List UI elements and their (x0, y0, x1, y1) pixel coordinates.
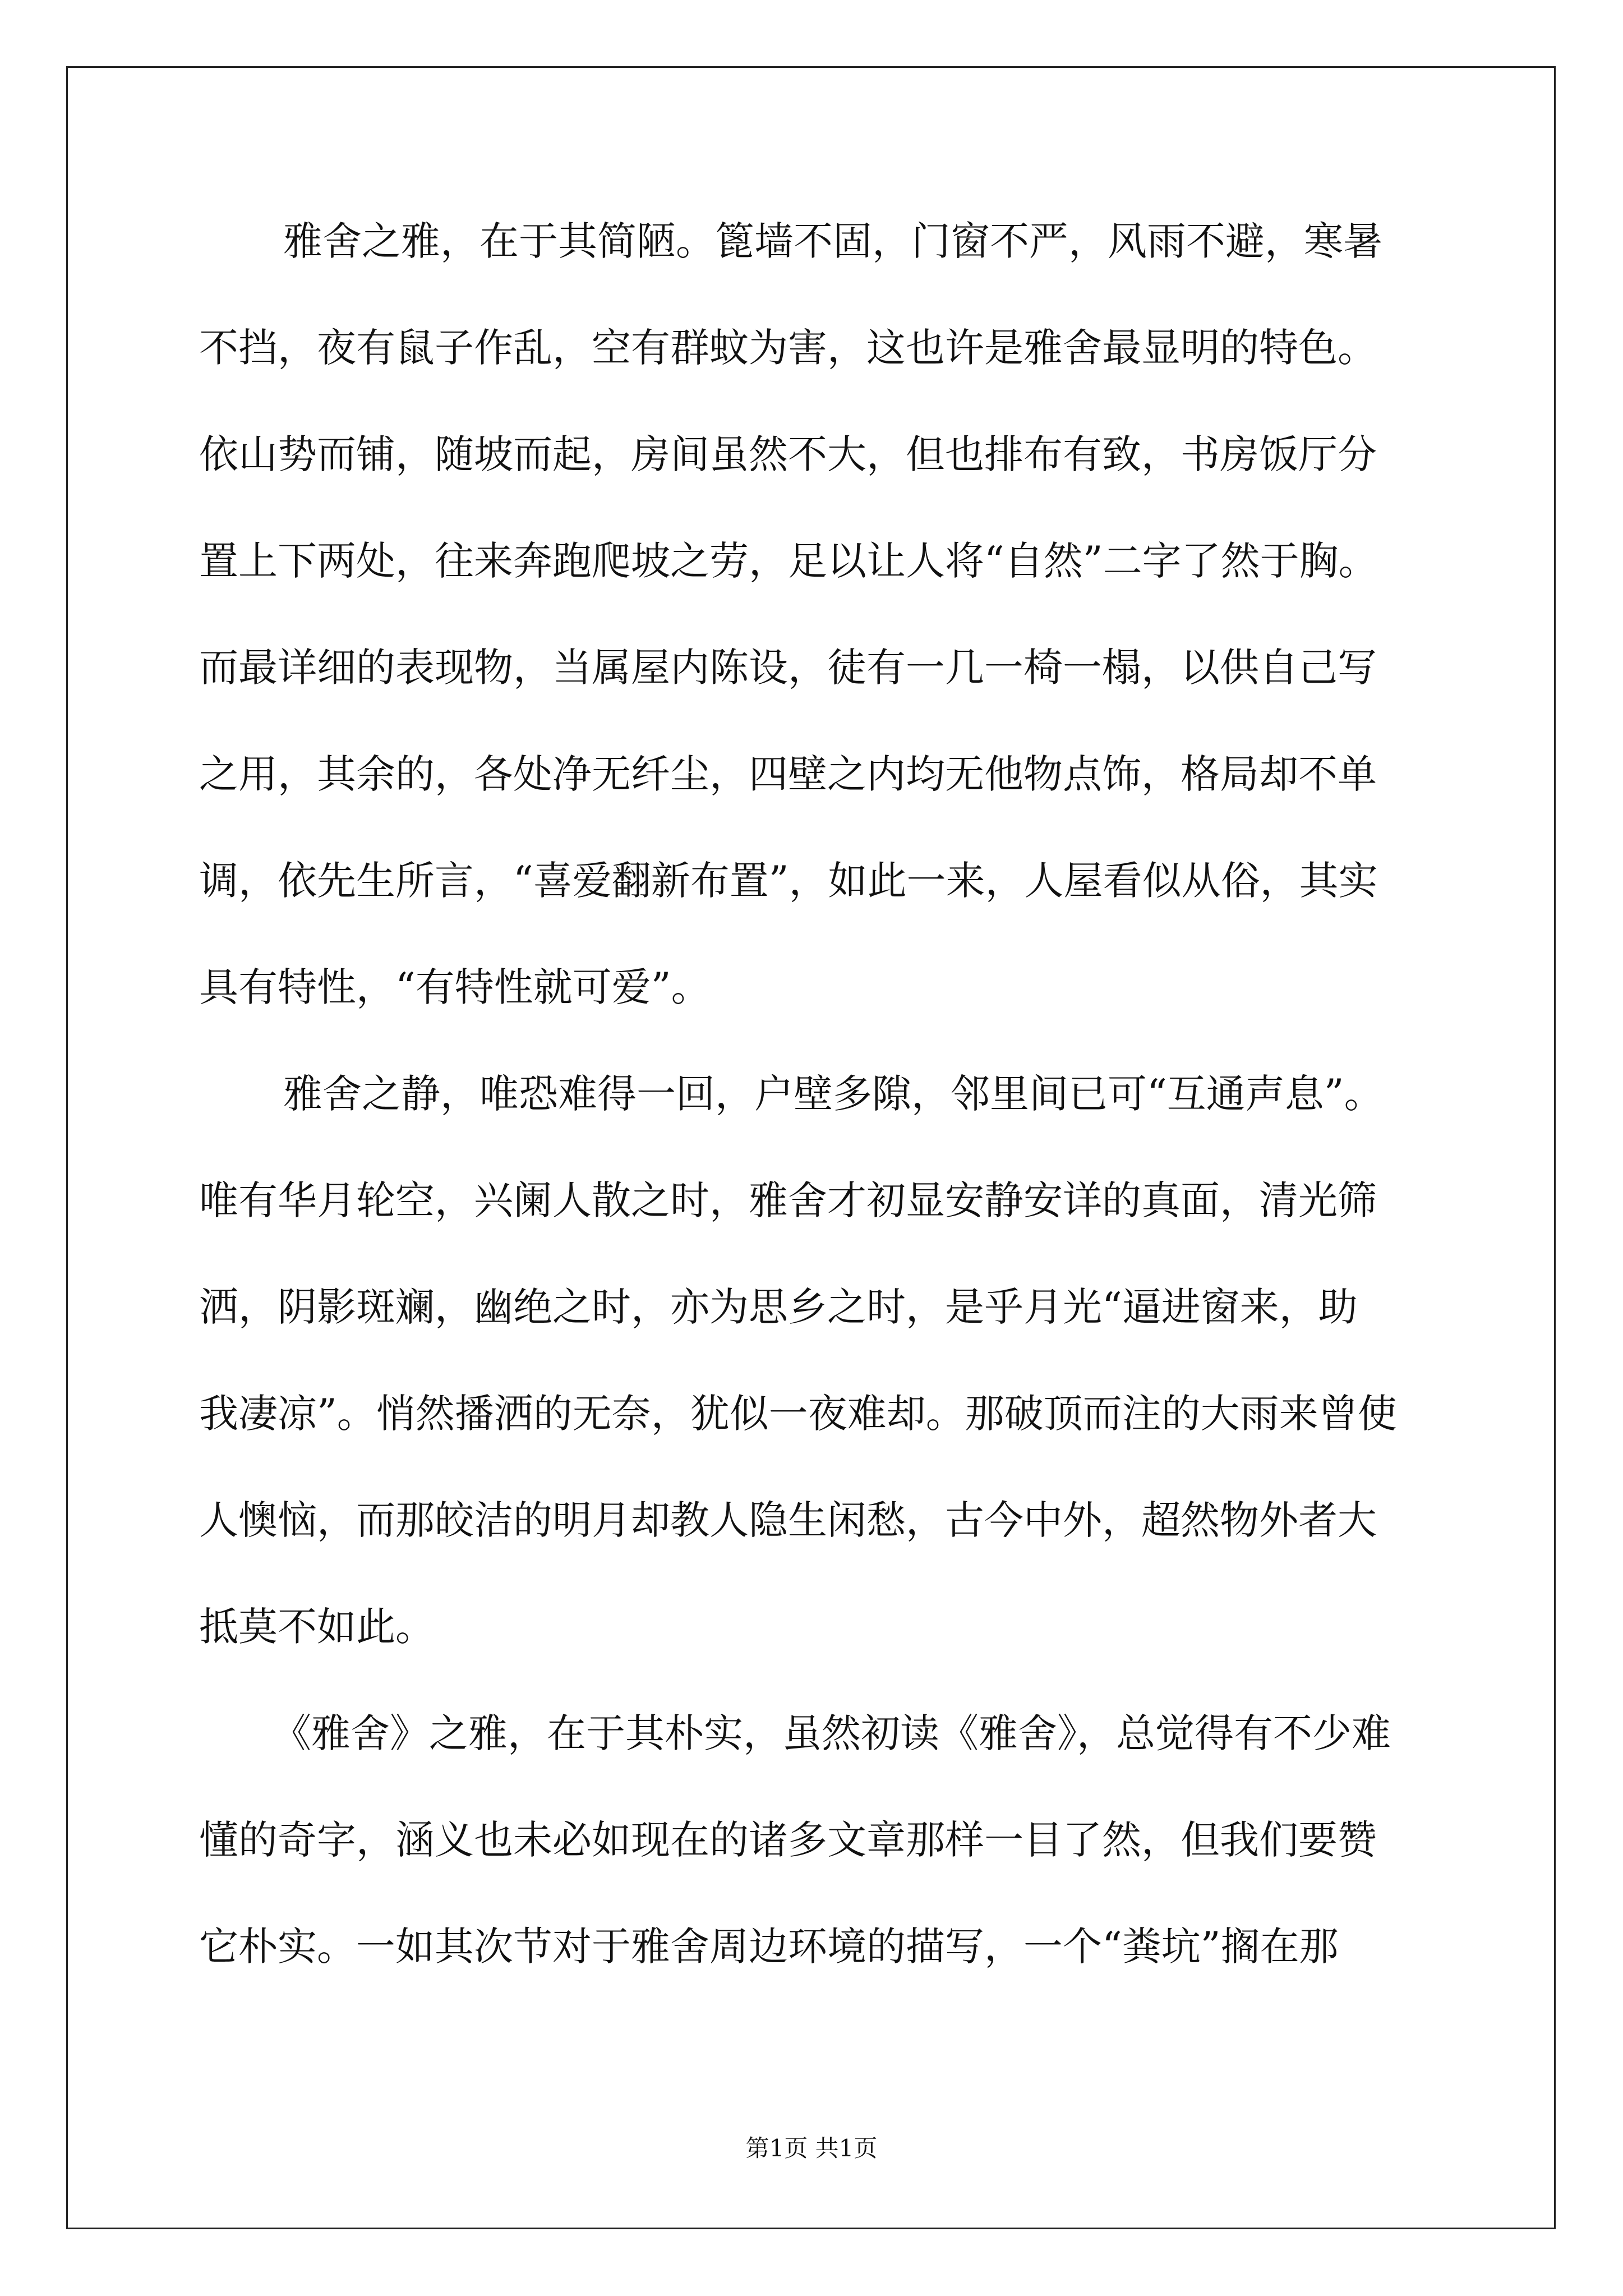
text-line: 之用，其余的，各处净无纤尘，四壁之内均无他物点饰，格局却不单 (199, 751, 1377, 797)
text-line: 人懊恼，而那皎洁的明月却教人隐生闲愁，古今中外，超然物外者大 (199, 1497, 1377, 1543)
text-line: 雅舍之静，唯恐难得一回，户壁多隙，邻里间已可“互通声息”。 (283, 1071, 1384, 1117)
text-line: 洒，阴影斑斓，幽绝之时，亦为思乡之时，是乎月光“逼进窗来，助 (199, 1284, 1358, 1330)
text-line: 懂的奇字，涵义也未必如现在的诸多文章那样一目了然，但我们要赞 (199, 1817, 1377, 1863)
text-line: 调，依先生所言，“喜爱翻新布置”，如此一来，人屋看似从俗，其实 (199, 858, 1378, 904)
text-line: 唯有华月轮空，兴阑人散之时，雅舍才初显安静安详的真面，清光筛 (199, 1177, 1377, 1223)
text-line: 抵莫不如此。 (199, 1604, 435, 1650)
text-line: 具有特性，“有特性就可爱”。 (199, 964, 711, 1010)
text-line: 雅舍之雅，在于其简陋。篦墙不固，门窗不严，风雨不避，寒暑 (283, 218, 1382, 264)
text-line: 依山势而铺，随坡而起，房间虽然不大，但也排布有致，书房饭厅分 (199, 431, 1377, 477)
text-line: 置上下两处，往来奔跑爬坡之劳，足以让人将“自然”二字了然于胸。 (199, 538, 1378, 584)
page-border (66, 66, 1556, 2229)
text-line: 我凄凉”。悄然播洒的无奈，犹似一夜难却。那破顶而注的大雨来曾使 (199, 1391, 1397, 1437)
text-line: 它朴实。一如其次节对于雅舍周边环境的描写，一个“粪坑”搁在那 (199, 1924, 1339, 1970)
text-line: 而最详细的表现物，当属屋内陈设，徒有一几一椅一榻，以供自己写 (199, 645, 1377, 691)
text-line: 《雅舍》之雅，在于其朴实，虽然初读《雅舍》，总觉得有不少难 (272, 1710, 1391, 1756)
text-line: 不挡，夜有鼠子作乱，空有群蚊为害，这也许是雅舍最显明的特色。 (199, 325, 1377, 371)
page-number-footer: 第1页 共1页 (745, 2134, 878, 2162)
